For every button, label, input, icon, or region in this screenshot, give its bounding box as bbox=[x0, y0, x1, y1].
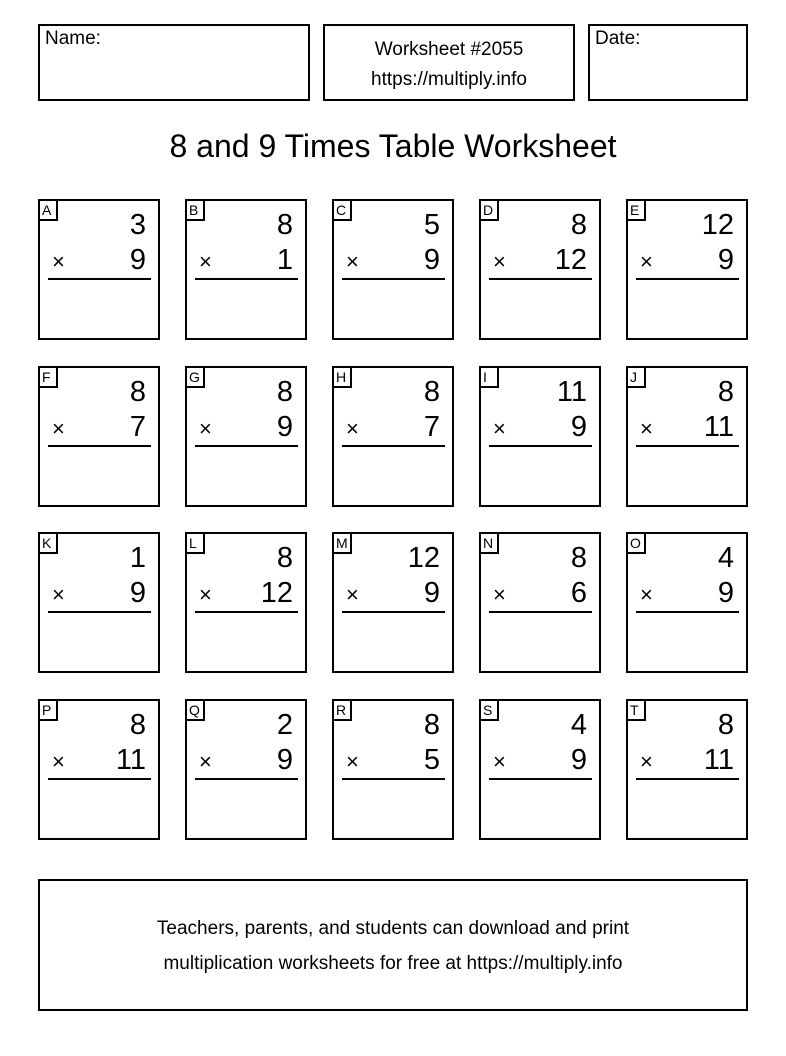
multiplicand: 8 bbox=[423, 708, 440, 741]
date-field[interactable] bbox=[588, 24, 748, 101]
times-sign: × bbox=[640, 415, 653, 441]
multiplier: 1 bbox=[276, 244, 293, 276]
worksheet-info-box bbox=[323, 24, 575, 101]
multiplier: 12 bbox=[554, 244, 587, 276]
problem-s[interactable] bbox=[479, 699, 601, 840]
problem-label: S bbox=[479, 699, 499, 721]
multiplier: 9 bbox=[129, 577, 146, 609]
multiplier: 9 bbox=[129, 244, 146, 276]
times-sign: × bbox=[199, 582, 212, 607]
multiplicand: 5 bbox=[423, 209, 440, 241]
problem-r[interactable] bbox=[332, 699, 454, 840]
times-sign: × bbox=[493, 249, 506, 274]
problem-label: O bbox=[626, 532, 646, 554]
multiplicand: 8 bbox=[129, 708, 146, 741]
multiplicand: 2 bbox=[276, 708, 293, 741]
problem-label: T bbox=[626, 699, 646, 721]
multiplier: 11 bbox=[703, 743, 734, 776]
multiplicand: 8 bbox=[276, 542, 293, 574]
worksheet-number: Worksheet #2055 bbox=[374, 39, 524, 60]
footer-note bbox=[38, 879, 748, 1011]
footer-line-1: Teachers, parents, and students can download and print bbox=[156, 918, 630, 939]
times-sign: × bbox=[52, 582, 65, 607]
multiplicand: 4 bbox=[570, 708, 587, 741]
multiplicand: 8 bbox=[570, 542, 587, 574]
name-label: Name: bbox=[45, 28, 101, 49]
multiplier: 9 bbox=[423, 244, 440, 276]
multiplicand: 8 bbox=[276, 375, 293, 408]
problem-k[interactable] bbox=[38, 532, 160, 673]
multiplier: 7 bbox=[423, 410, 440, 443]
answer-line bbox=[48, 445, 151, 447]
answer-line bbox=[489, 278, 592, 280]
answer-line bbox=[342, 445, 445, 447]
problem-f[interactable] bbox=[38, 366, 160, 507]
multiplier: 5 bbox=[423, 743, 440, 776]
multiplicand: 12 bbox=[701, 209, 734, 241]
date-label: Date: bbox=[595, 28, 641, 49]
multiplier: 7 bbox=[129, 410, 146, 443]
problem-d[interactable] bbox=[479, 199, 601, 340]
problem-a[interactable] bbox=[38, 199, 160, 340]
problem-label: F bbox=[38, 366, 58, 388]
multiplicand: 8 bbox=[129, 375, 146, 408]
times-sign: × bbox=[346, 249, 359, 274]
times-sign: × bbox=[640, 249, 653, 274]
answer-line bbox=[489, 778, 592, 780]
multiplier: 11 bbox=[703, 410, 734, 443]
times-sign: × bbox=[640, 748, 653, 774]
multiplier: 9 bbox=[570, 743, 587, 776]
multiplicand: 8 bbox=[570, 209, 587, 241]
multiplicand: 4 bbox=[717, 542, 734, 574]
times-sign: × bbox=[199, 249, 212, 274]
multiplier: 9 bbox=[717, 577, 734, 609]
multiplier: 9 bbox=[276, 743, 293, 776]
problem-label: B bbox=[185, 199, 205, 221]
problem-label: J bbox=[626, 366, 646, 388]
answer-line bbox=[48, 611, 151, 613]
multiplicand: 11 bbox=[556, 375, 587, 408]
times-sign: × bbox=[199, 748, 212, 774]
multiplicand: 12 bbox=[407, 542, 440, 574]
problem-label: L bbox=[185, 532, 205, 554]
multiplicand: 1 bbox=[129, 542, 146, 574]
answer-line bbox=[636, 778, 739, 780]
problem-label: G bbox=[185, 366, 205, 388]
answer-line bbox=[489, 445, 592, 447]
footer-line-2: multiplication worksheets for free at https://multiply.info bbox=[163, 953, 623, 974]
answer-line bbox=[342, 778, 445, 780]
times-sign: × bbox=[346, 748, 359, 774]
problem-m[interactable] bbox=[332, 532, 454, 673]
problem-label: K bbox=[38, 532, 58, 554]
problem-l[interactable] bbox=[185, 532, 307, 673]
answer-line bbox=[195, 445, 298, 447]
multiplier: 12 bbox=[260, 577, 293, 609]
problem-t[interactable] bbox=[626, 699, 748, 840]
multiplier: 11 bbox=[115, 743, 146, 776]
answer-line bbox=[195, 778, 298, 780]
problem-n[interactable] bbox=[479, 532, 601, 673]
problem-j[interactable] bbox=[626, 366, 748, 507]
problem-label: C bbox=[332, 199, 352, 221]
answer-line bbox=[48, 278, 151, 280]
multiplicand: 8 bbox=[717, 375, 734, 408]
problem-label: Q bbox=[185, 699, 205, 721]
multiplicand: 8 bbox=[423, 375, 440, 408]
problem-label: P bbox=[38, 699, 58, 721]
answer-line bbox=[195, 611, 298, 613]
answer-line bbox=[636, 445, 739, 447]
answer-line bbox=[342, 278, 445, 280]
times-sign: × bbox=[493, 748, 506, 774]
times-sign: × bbox=[640, 582, 653, 607]
multiplier: 9 bbox=[276, 410, 293, 443]
problem-label: E bbox=[626, 199, 646, 221]
times-sign: × bbox=[199, 415, 212, 441]
problem-label: D bbox=[479, 199, 499, 221]
problem-label: N bbox=[479, 532, 499, 554]
problem-c[interactable] bbox=[332, 199, 454, 340]
answer-line bbox=[636, 278, 739, 280]
multiplier: 9 bbox=[717, 244, 734, 276]
times-sign: × bbox=[346, 415, 359, 441]
problem-o[interactable] bbox=[626, 532, 748, 673]
problem-p[interactable] bbox=[38, 699, 160, 840]
multiplier: 9 bbox=[570, 410, 587, 443]
multiplier: 9 bbox=[423, 577, 440, 609]
problem-q[interactable] bbox=[185, 699, 307, 840]
answer-line bbox=[636, 611, 739, 613]
times-sign: × bbox=[493, 582, 506, 607]
multiplier: 6 bbox=[570, 577, 587, 609]
problem-b[interactable] bbox=[185, 199, 307, 340]
problem-label: R bbox=[332, 699, 352, 721]
problem-label: A bbox=[38, 199, 58, 221]
problem-g[interactable] bbox=[185, 366, 307, 507]
times-sign: × bbox=[346, 582, 359, 607]
times-sign: × bbox=[493, 415, 506, 441]
worksheet-url: https://multiply.info bbox=[371, 69, 527, 90]
answer-line bbox=[195, 278, 298, 280]
answer-line bbox=[489, 611, 592, 613]
problem-label: I bbox=[479, 366, 499, 388]
times-sign: × bbox=[52, 748, 65, 774]
answer-line bbox=[48, 778, 151, 780]
problem-h[interactable] bbox=[332, 366, 454, 507]
multiplicand: 8 bbox=[276, 209, 293, 241]
problem-e[interactable] bbox=[626, 199, 748, 340]
problem-label: M bbox=[332, 532, 352, 554]
multiplicand: 8 bbox=[717, 708, 734, 741]
times-sign: × bbox=[52, 249, 65, 274]
page-title: 8 and 9 Times Table Worksheet bbox=[169, 128, 617, 164]
name-field[interactable] bbox=[38, 24, 310, 101]
problem-i[interactable] bbox=[479, 366, 601, 507]
multiplicand: 3 bbox=[129, 209, 146, 241]
answer-line bbox=[342, 611, 445, 613]
problem-label: H bbox=[332, 366, 352, 388]
times-sign: × bbox=[52, 415, 65, 441]
